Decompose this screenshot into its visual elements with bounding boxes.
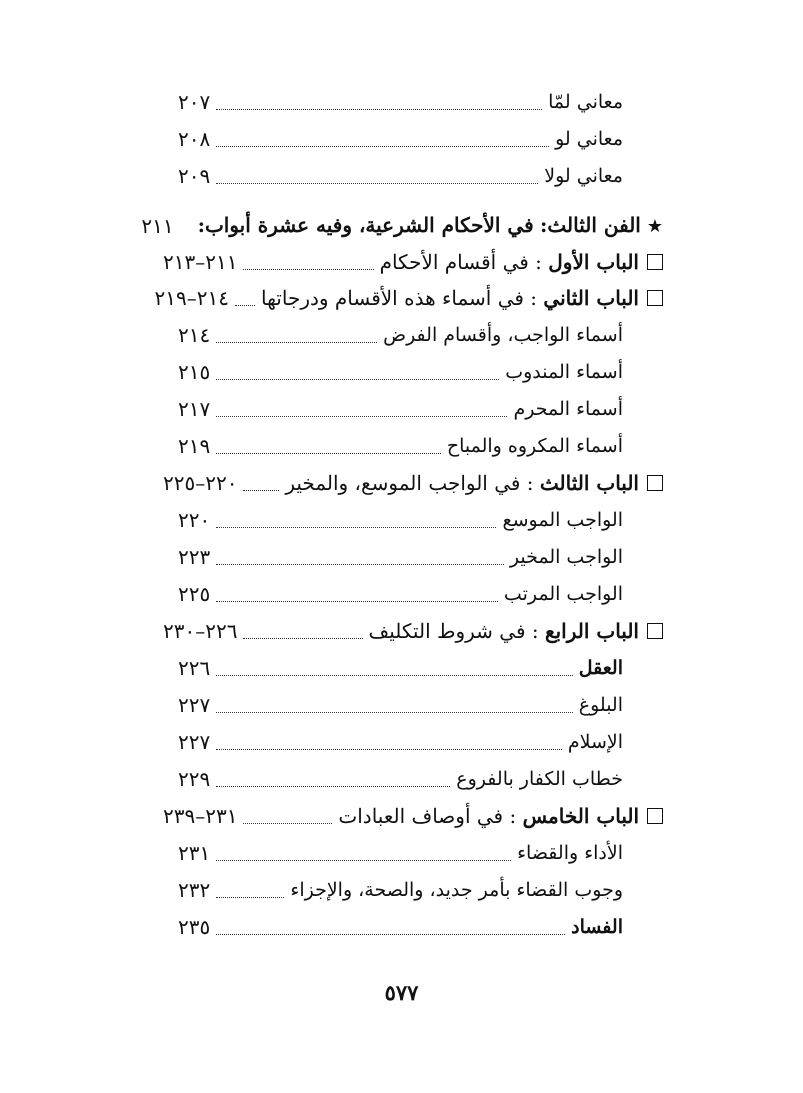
toc-entry-text: : في أقسام الأحكام — [379, 250, 542, 274]
toc-entry-title — [548, 84, 623, 120]
toc-entry-text: : في أوصاف العبادات — [338, 804, 517, 828]
toc-entry-text: الواجب الموسع — [502, 509, 623, 531]
toc-entry-text: : في الواجب الموسع، والمخير — [285, 471, 534, 495]
page-number: ٥٧٧ — [384, 980, 419, 1005]
toc-page-number: ٢١١–٢١٣ — [163, 250, 238, 274]
dot-leader — [216, 749, 562, 750]
dot-leader — [216, 564, 504, 565]
dot-leader — [216, 379, 499, 380]
toc-entry-text: العقل — [578, 657, 623, 679]
toc-page-number: ٢٢٣ — [178, 545, 211, 569]
toc-entry-text: الفساد — [571, 916, 623, 938]
toc-subentry — [178, 317, 623, 353]
checkbox-square-icon — [647, 808, 663, 824]
toc-chapter-entry — [163, 465, 663, 501]
toc-entry-label: الفن الثالث: — [540, 213, 641, 237]
toc-entry-text: أسماء المحرم — [513, 398, 623, 420]
toc-entry-text: خطاب الكفار بالفروع — [456, 768, 623, 790]
dot-leader — [216, 675, 573, 676]
dot-leader — [243, 638, 362, 639]
toc-entry-text: البلوغ — [578, 694, 623, 716]
toc-entry-title — [510, 539, 623, 575]
toc-entry-title — [383, 317, 623, 353]
toc-page-number: ٢٢٦ — [178, 656, 211, 680]
toc-page-number: ٢٣١ — [178, 841, 211, 865]
dot-leader — [216, 416, 507, 417]
checkbox-square-icon — [647, 475, 663, 491]
toc-page-number: ٢٣٥ — [178, 915, 211, 939]
toc-entry-title — [504, 576, 623, 612]
toc-entry-title — [544, 158, 623, 194]
dot-leader — [216, 712, 573, 713]
toc-page-number: ٢٢٧ — [178, 693, 211, 717]
toc-entry-text: معاني لو — [555, 128, 623, 150]
toc-entry-text: أسماء المكروه والمباح — [446, 435, 623, 457]
toc-entry-title — [198, 207, 663, 245]
toc-page-number: ٢١٩ — [178, 434, 211, 458]
dot-leader — [216, 897, 284, 898]
toc-subentry — [178, 909, 623, 945]
toc-subentry — [178, 158, 623, 194]
dot-leader — [216, 860, 511, 861]
toc-entry-title — [380, 244, 663, 280]
dot-leader — [216, 146, 549, 147]
toc-subentry — [178, 687, 623, 723]
toc-entry-text: الإسلام — [567, 731, 623, 753]
toc-subentry — [178, 576, 623, 612]
toc-entry-title — [456, 761, 623, 797]
toc-subentry — [178, 724, 623, 760]
toc-page-number: ٢١٤ — [178, 323, 211, 347]
toc-page-number: ٢٠٨ — [178, 127, 211, 151]
toc-entry-text: معاني لمّا — [548, 91, 623, 113]
toc-page-number: ٢٢٧ — [178, 730, 211, 754]
dot-leader — [243, 269, 373, 270]
toc-page-number: ٢٠٩ — [178, 164, 211, 188]
toc-entry-label: الباب الثاني — [543, 286, 639, 310]
dot-leader — [235, 305, 255, 306]
toc-subentry — [178, 539, 623, 575]
toc-chapter-entry — [163, 613, 663, 649]
toc-page-number: ٢٠٧ — [178, 90, 211, 114]
toc-entry-text: : في أسماء هذه الأقسام ودرجاتها — [260, 286, 538, 310]
toc-subentry — [178, 835, 623, 871]
toc-entry-text: أسماء المندوب — [505, 361, 623, 383]
toc-page-number: ٢١١ — [141, 214, 174, 238]
toc-entry-title — [505, 354, 623, 390]
toc-entry-title — [579, 687, 623, 723]
toc-entry-text: الواجب المخير — [509, 546, 623, 568]
toc-entry-title — [261, 280, 663, 316]
dot-leader — [216, 527, 496, 528]
toc-entry-label: الباب الأول — [548, 250, 639, 274]
toc-entry-text: وجوب القضاء بأمر جديد، والصحة، والإجزاء — [290, 879, 623, 901]
dot-leader — [243, 823, 332, 824]
toc-page-number: ٢١٥ — [178, 360, 211, 384]
toc-entry-title — [568, 724, 623, 760]
toc-entry-text: أسماء الواجب، وأقسام الفرض — [383, 324, 623, 346]
toc-subentry — [178, 428, 623, 464]
dot-leader — [216, 183, 538, 184]
toc-chapter-entry — [154, 280, 663, 316]
toc-page-number: ٢٢٠ — [178, 508, 211, 532]
star-icon: ★ — [646, 216, 663, 237]
toc-entry-title — [502, 502, 623, 538]
toc-page-number: ٢٢٦–٢٣٠ — [163, 619, 238, 643]
toc-page-number: ٢٢٥ — [178, 582, 211, 606]
toc-subentry — [178, 354, 623, 390]
toc-entry-title — [579, 650, 623, 686]
toc-entry-text: الأداء والقضاء — [517, 842, 623, 864]
toc-entry-title — [290, 872, 623, 908]
toc-entry-text: في الأحكام الشرعية، وفيه عشرة أبواب: — [197, 213, 534, 237]
toc-entry-title — [285, 465, 663, 501]
toc-entry-text: : في شروط التكليف — [368, 619, 539, 643]
toc-entry-text: الواجب المرتب — [503, 583, 623, 605]
toc-subentry — [178, 391, 623, 427]
toc-entry-title — [555, 121, 623, 157]
toc-entry-title — [338, 798, 663, 834]
toc-entry-title — [369, 613, 663, 649]
toc-page-number: ٢٢٩ — [178, 767, 211, 791]
toc-subentry — [178, 761, 623, 797]
toc-page-number: ٢١٤–٢١٩ — [154, 286, 229, 310]
toc-subentry — [178, 121, 623, 157]
toc-page-number: ٢٢٠–٢٢٥ — [163, 471, 238, 495]
checkbox-square-icon — [647, 254, 663, 270]
toc-page-number: ٢٣٢ — [178, 878, 211, 902]
checkbox-square-icon — [647, 290, 663, 306]
toc-entry-title — [447, 428, 623, 464]
toc-chapter-entry — [163, 244, 663, 280]
toc-page-number: ٢١٧ — [178, 397, 211, 421]
toc-entry-title — [517, 835, 623, 871]
toc-page-number: ٢٣١–٢٣٩ — [163, 804, 238, 828]
toc-entry-text: معاني لولا — [544, 165, 623, 187]
toc-entry-label: الباب الرابع — [544, 619, 639, 643]
toc-entry-title — [571, 909, 623, 945]
toc-entry-label: الباب الثالث — [539, 471, 639, 495]
checkbox-square-icon — [647, 623, 663, 639]
toc-subentry — [178, 502, 623, 538]
dot-leader — [216, 934, 565, 935]
toc-section-heading — [141, 208, 663, 244]
dot-leader — [216, 342, 377, 343]
toc-entry-title — [513, 391, 623, 427]
toc-chapter-entry — [163, 798, 663, 834]
dot-leader — [216, 109, 542, 110]
toc-subentry — [178, 872, 623, 908]
dot-leader — [216, 786, 450, 787]
toc-subentry — [178, 84, 623, 120]
dot-leader — [243, 490, 279, 491]
dot-leader — [216, 453, 441, 454]
dot-leader — [216, 601, 498, 602]
toc-subentry — [178, 650, 623, 686]
toc-entry-label: الباب الخامس — [522, 804, 639, 828]
